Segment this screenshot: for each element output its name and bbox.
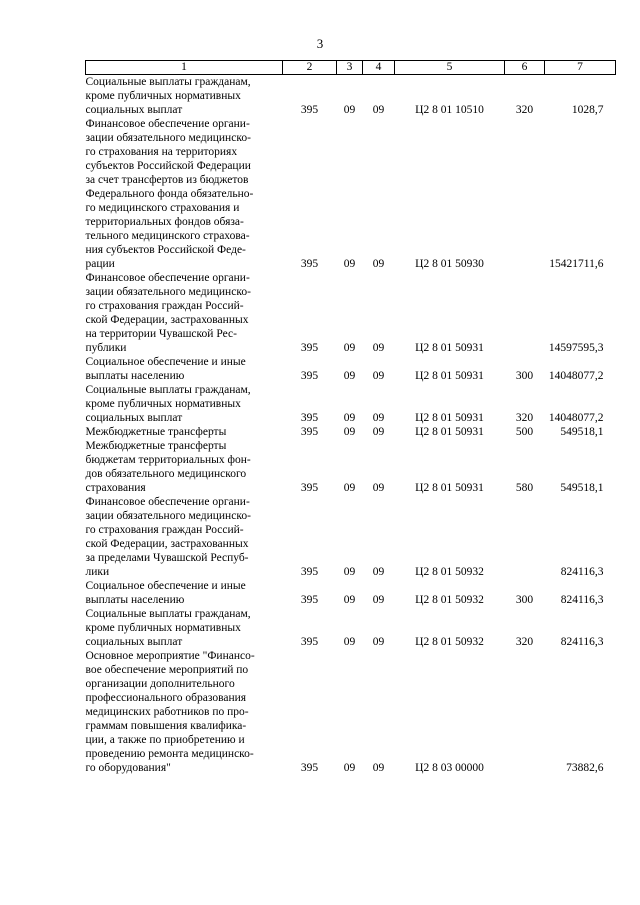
row-amount: 824116,3 xyxy=(560,594,604,606)
row-target-article: Ц2 8 01 50931 xyxy=(415,412,484,424)
row-section: 09 xyxy=(343,258,356,270)
row-name-line: выплаты населению xyxy=(85,594,185,606)
row-section: 09 xyxy=(343,482,356,494)
row-name-line: рации xyxy=(85,258,115,270)
row-name-line: территориальных фондов обяза- xyxy=(85,216,244,228)
row-target-article: Ц2 8 01 50932 xyxy=(415,594,484,606)
row-expense-type: 320 xyxy=(515,104,534,116)
row-name xyxy=(86,579,283,607)
row-target-article: Ц2 8 01 50932 xyxy=(415,566,484,578)
row-name-line: го страхования граждан Россий- xyxy=(85,300,244,312)
row-amount: 73882,6 xyxy=(566,762,604,774)
header-col-5: 5 xyxy=(395,61,505,75)
row-name-line: кроме публичных нормативных xyxy=(85,90,241,102)
row-expense-type xyxy=(505,271,545,355)
row-section: 09 xyxy=(343,566,356,578)
row-name xyxy=(86,75,283,118)
row-target-article: Ц2 8 01 50932 xyxy=(415,636,484,648)
row-expense-type xyxy=(505,495,545,579)
row-target-article: Ц2 8 01 10510 xyxy=(415,104,484,116)
row-expense-type xyxy=(505,649,545,775)
row-admin-code: 395 xyxy=(300,762,319,774)
row-subsection: 09 xyxy=(372,636,385,648)
row-expense-type: 500 xyxy=(515,426,534,438)
row-target-article: Ц2 8 01 50930 xyxy=(415,258,484,270)
row-name-line: проведению ремонта медицинско- xyxy=(85,748,254,760)
row-name-line: публики xyxy=(85,342,127,354)
row-expense-type: 300 xyxy=(515,594,534,606)
row-expense-type xyxy=(505,117,545,271)
row-admin-code: 395 xyxy=(300,636,319,648)
row-name-line: го медицинского страхования и xyxy=(85,202,240,214)
row-name-line: ской Федерации, застрахованных xyxy=(85,314,249,326)
row-subsection: 09 xyxy=(372,258,385,270)
row-name-line: лики xyxy=(85,566,110,578)
row-name-line: граммам повышения квалифика- xyxy=(85,720,247,732)
row-name xyxy=(86,383,283,425)
row-amount: 824116,3 xyxy=(560,566,604,578)
row-name-line: социальных выплат xyxy=(85,412,183,424)
page-number: 3 xyxy=(316,36,324,51)
row-name-line: социальных выплат xyxy=(85,104,183,116)
row-name-line: кроме публичных нормативных xyxy=(85,622,241,634)
header-col-7: 7 xyxy=(545,61,616,75)
table-row xyxy=(86,75,616,118)
row-name-line: медицинских работников по про- xyxy=(85,706,249,718)
table-row xyxy=(86,271,616,355)
row-name xyxy=(86,271,283,355)
row-name-line: го страхования на территориях xyxy=(85,146,238,158)
row-name-line: ции, а также по приобретению и xyxy=(85,734,245,746)
row-admin-code: 395 xyxy=(300,566,319,578)
row-name-line: Финансовое обеспечение органи- xyxy=(85,118,250,130)
row-subsection: 09 xyxy=(372,594,385,606)
row-admin-code: 395 xyxy=(300,104,319,116)
row-expense-type: 300 xyxy=(515,370,534,382)
row-name xyxy=(86,425,283,439)
row-name-line: тельного медицинского страхова- xyxy=(85,230,250,242)
row-admin-code: 395 xyxy=(300,258,319,270)
header-col-4: 4 xyxy=(363,61,395,75)
row-target-article: Ц2 8 01 50931 xyxy=(415,482,484,494)
row-section: 09 xyxy=(343,636,356,648)
row-amount: 14048077,2 xyxy=(548,412,604,424)
row-name-line: выплаты населению xyxy=(85,370,185,382)
row-name-line: дов обязательного медицинского xyxy=(85,468,247,480)
row-amount: 14597595,3 xyxy=(548,342,604,354)
row-subsection: 09 xyxy=(372,342,385,354)
row-section: 09 xyxy=(343,104,356,116)
row-name-line: Межбюджетные трансферты xyxy=(85,426,227,438)
row-amount: 1028,7 xyxy=(571,104,604,116)
row-name-line: Социальные выплаты гражданам, xyxy=(85,608,251,620)
row-name-line: социальных выплат xyxy=(85,636,183,648)
row-target-article: Ц2 8 01 50931 xyxy=(415,370,484,382)
row-subsection: 09 xyxy=(372,412,385,424)
row-name-line: Социальные выплаты гражданам, xyxy=(85,76,251,88)
row-name-line: организации дополнительного xyxy=(85,678,235,690)
row-name-line: Финансовое обеспечение органи- xyxy=(85,272,250,284)
row-name xyxy=(86,649,283,775)
row-name-line: Межбюджетные трансферты xyxy=(85,440,227,452)
row-subsection: 09 xyxy=(372,762,385,774)
row-name-line: ской Федерации, застрахованных xyxy=(85,538,249,550)
row-name-line: зации обязательного медицинско- xyxy=(85,510,251,522)
header-col-3: 3 xyxy=(337,61,363,75)
row-name-line: бюджетам территориальных фон- xyxy=(85,454,251,466)
header-col-2: 2 xyxy=(283,61,337,75)
table-row xyxy=(86,117,616,271)
table-header-row xyxy=(86,61,616,75)
row-name-line: на территории Чувашской Рес- xyxy=(85,328,237,340)
row-name-line: субъектов Российской Федерации xyxy=(85,160,251,172)
table-row xyxy=(86,649,616,775)
row-subsection: 09 xyxy=(372,482,385,494)
row-name-line: вое обеспечение мероприятий по xyxy=(85,664,249,676)
row-section: 09 xyxy=(343,412,356,424)
row-name-line: Финансовое обеспечение органи- xyxy=(85,496,250,508)
table-row xyxy=(86,439,616,495)
table-row xyxy=(86,425,616,439)
row-admin-code: 395 xyxy=(300,482,319,494)
row-name xyxy=(86,495,283,579)
row-amount: 549518,1 xyxy=(560,426,604,438)
row-name-line: го оборудования" xyxy=(85,762,171,774)
row-section: 09 xyxy=(343,426,356,438)
row-subsection: 09 xyxy=(372,426,385,438)
header-col-1: 1 xyxy=(86,61,283,75)
row-section: 09 xyxy=(343,594,356,606)
row-name-line: за счет трансфертов из бюджетов xyxy=(85,174,249,186)
row-name xyxy=(86,355,283,383)
row-section: 09 xyxy=(343,370,356,382)
row-target-article: Ц2 8 01 50931 xyxy=(415,342,484,354)
row-name-line: Федерального фонда обязательно- xyxy=(85,188,254,200)
row-admin-code: 395 xyxy=(300,594,319,606)
row-admin-code: 395 xyxy=(300,370,319,382)
budget-table xyxy=(85,60,616,775)
table-body xyxy=(86,75,616,776)
row-expense-type: 320 xyxy=(515,636,534,648)
row-admin-code: 395 xyxy=(300,412,319,424)
row-target-article: Ц2 8 03 00000 xyxy=(415,762,484,774)
row-target-article: Ц2 8 01 50931 xyxy=(415,426,484,438)
row-section: 09 xyxy=(343,342,356,354)
row-amount: 15421711,6 xyxy=(549,258,604,270)
row-name xyxy=(86,439,283,495)
row-expense-type: 320 xyxy=(515,412,534,424)
row-name xyxy=(86,117,283,271)
row-name-line: Социальное обеспечение и иные xyxy=(85,356,246,368)
row-name-line: зации обязательного медицинско- xyxy=(85,286,251,298)
row-name-line: Основное мероприятие "Финансо- xyxy=(85,650,255,662)
row-subsection: 09 xyxy=(372,370,385,382)
row-name-line: страхования xyxy=(85,482,146,494)
table-row xyxy=(86,495,616,579)
table-row xyxy=(86,579,616,607)
row-amount: 549518,1 xyxy=(560,482,604,494)
row-amount: 14048077,2 xyxy=(548,370,604,382)
row-name-line: Социальные выплаты гражданам, xyxy=(85,384,251,396)
row-name-line: го страхования граждан Россий- xyxy=(85,524,244,536)
table-row xyxy=(86,383,616,425)
row-subsection: 09 xyxy=(372,104,385,116)
table-row xyxy=(86,607,616,649)
row-name-line: Социальное обеспечение и иные xyxy=(85,580,246,592)
row-admin-code: 395 xyxy=(300,426,319,438)
row-expense-type: 580 xyxy=(515,482,534,494)
row-name-line: профессионального образования xyxy=(85,692,247,704)
row-amount: 824116,3 xyxy=(560,636,604,648)
row-admin-code: 395 xyxy=(300,342,319,354)
row-name-line: за пределами Чувашской Респуб- xyxy=(85,552,249,564)
row-subsection: 09 xyxy=(372,566,385,578)
row-name-line: ния субъектов Российской Феде- xyxy=(85,244,246,256)
row-name xyxy=(86,607,283,649)
row-name-line: кроме публичных нормативных xyxy=(85,398,241,410)
header-col-6: 6 xyxy=(505,61,545,75)
row-section: 09 xyxy=(343,762,356,774)
row-name-line: зации обязательного медицинско- xyxy=(85,132,251,144)
table-row xyxy=(86,355,616,383)
